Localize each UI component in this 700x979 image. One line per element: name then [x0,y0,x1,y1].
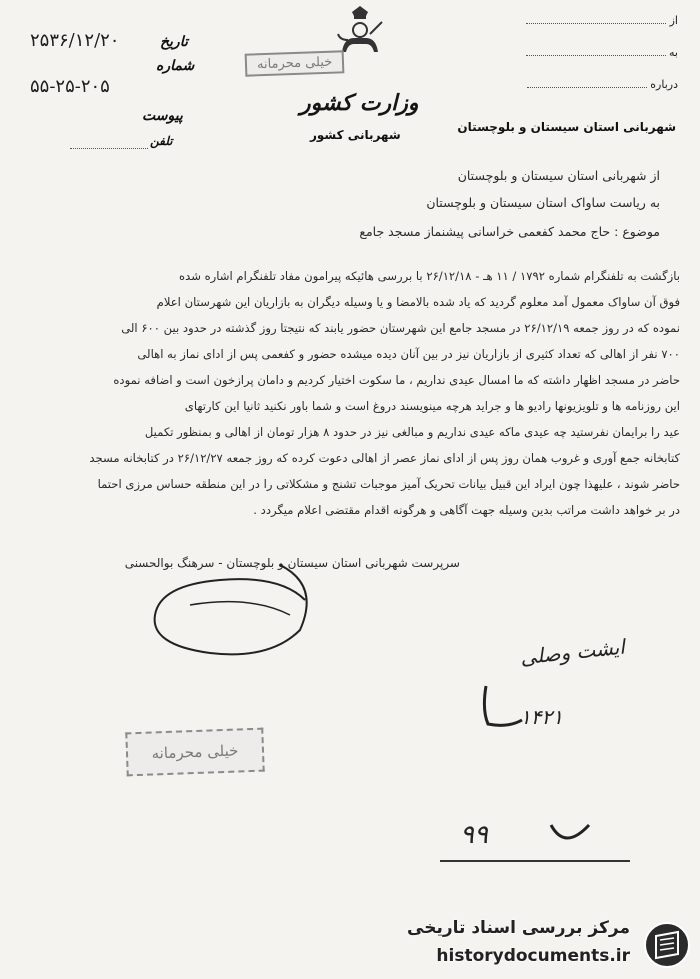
body-line: حاضر شوند ، علیهذا چون ایراد این قبیل بیانات تحریک آمیز موجبات تشنج و مشکلاتی را در این منطقه حساس مرزی احتما [97,477,680,491]
date-label: تاریخ [160,34,188,50]
header-meta-fields [498,8,678,91]
body-line: بازگشت به تلفنگرام شماره ۱۷۹۲ / ۱۱ هـ - ۲۶/۱۲/۱۸ با بررسی هائیکه پیرامون مفاد تلفنگرام اشاره شده [179,269,680,283]
to-label: به [669,46,678,59]
address-to: به ریاست ساواک استان سیستان و بلوچستان [426,195,660,210]
number-value: ۵۵-۲۵-۲۰۵ [30,76,110,97]
attachment-label: پیوست [142,108,183,124]
province-police-heading: شهربانی استان سیستان و بلوچستان [457,120,676,134]
body-line: فوق آن ساواک معمول آمد معلوم گردید که یاد شده بالامضا و یا وسیله دیگران به بازاریان این شهرستان اعلام [156,295,680,309]
body-line: کتابخانه جمع آوری و غروب همان روز پس از ادای نماز عصر از اهالی دعوت کرده که روز جمعه ۲۶/۱۲/۲۷ در کتابخانه مسجد [89,451,680,465]
handwritten-note: ایشت وصلی [519,634,626,670]
address-subject: موضوع : حاج محمد کفعمی خراسانی پیشنماز مسجد جامع [359,224,660,239]
body-line: نموده که در روز جمعه ۲۶/۱۲/۱۹ در مسجد جامع این شهرستان حضور یابند که نتیجتا روز گذشته در حدود بین ۶۰۰ الی [121,321,680,335]
ministry-title: وزارت کشور [300,90,419,116]
phone-line [70,148,148,149]
bottom-classification-stamp: خیلی محرمانه [125,728,264,777]
from-field [508,14,678,34]
page-number: ۹۹ [460,820,488,850]
page-number-mark [545,815,595,855]
scribble-icon [545,815,595,855]
top-classification-stamp: خیلی محرمانه [245,50,345,76]
archive-logo [642,920,692,970]
body-line: این روزنامه ها و تلویزیونها رادیو ها و جراید هرچه مینویسند دروغ است و شما باور نکنید ثانیا این کارتهای [184,399,680,413]
from-label: از [669,14,678,27]
subject-field [508,78,678,98]
signature-title: سرپرست شهربانی استان سیستان و بلوچستان - سرهنگ بوالحسنی [124,556,460,570]
body-line: حاضر در مسجد اظهار داشته که ما امسال عیدی نداریم ، ما سکوت اختیار کردیم و دامان پرازخون است و اضافه نموده [113,373,680,387]
signature-scribble [130,545,340,665]
subject-label: درباره [650,78,678,91]
archive-watermark [407,908,700,979]
date-value: ۲۵۳۶/۱۲/۲۰ [30,30,120,51]
page-number-underline [440,860,630,862]
address-from: از شهربانی استان سیستان و بلوچستان [457,168,660,183]
body-line: ۷۰۰ نفر از اهالی که تعداد کثیری از بازاریان نیز در بین آنان دیده میشده حضور و کفعمی پس از ادای نماز به اهالی [137,347,680,361]
body-line: در بر خواهد داشت مراتب بدین وسیله جهت آگاهی و هرگونه اقدام مقتضی اعلام میگردد . [253,503,680,517]
body-line: عید را برایمان نفرستید چه عیدی ماکه عیدی نداریم و مبالغی نیز در حدود ۸ هزار تومان از اهالی و بمنظور تکمیل [144,425,680,439]
archive-name: مرکز بررسی اسناد تاریخی [407,918,630,938]
to-field [508,46,678,66]
police-title: شهربانی کشور [310,128,401,142]
check-mark-icon [478,680,528,730]
phone-label: تلفن [150,134,173,148]
handwritten-number: ۱۴۲۱ [520,705,563,729]
archive-url: historydocuments.ir [436,946,630,966]
signature-icon [130,545,340,665]
archive-logo-icon [642,920,692,970]
handwritten-mark [478,680,528,730]
number-label: شماره [156,58,195,74]
